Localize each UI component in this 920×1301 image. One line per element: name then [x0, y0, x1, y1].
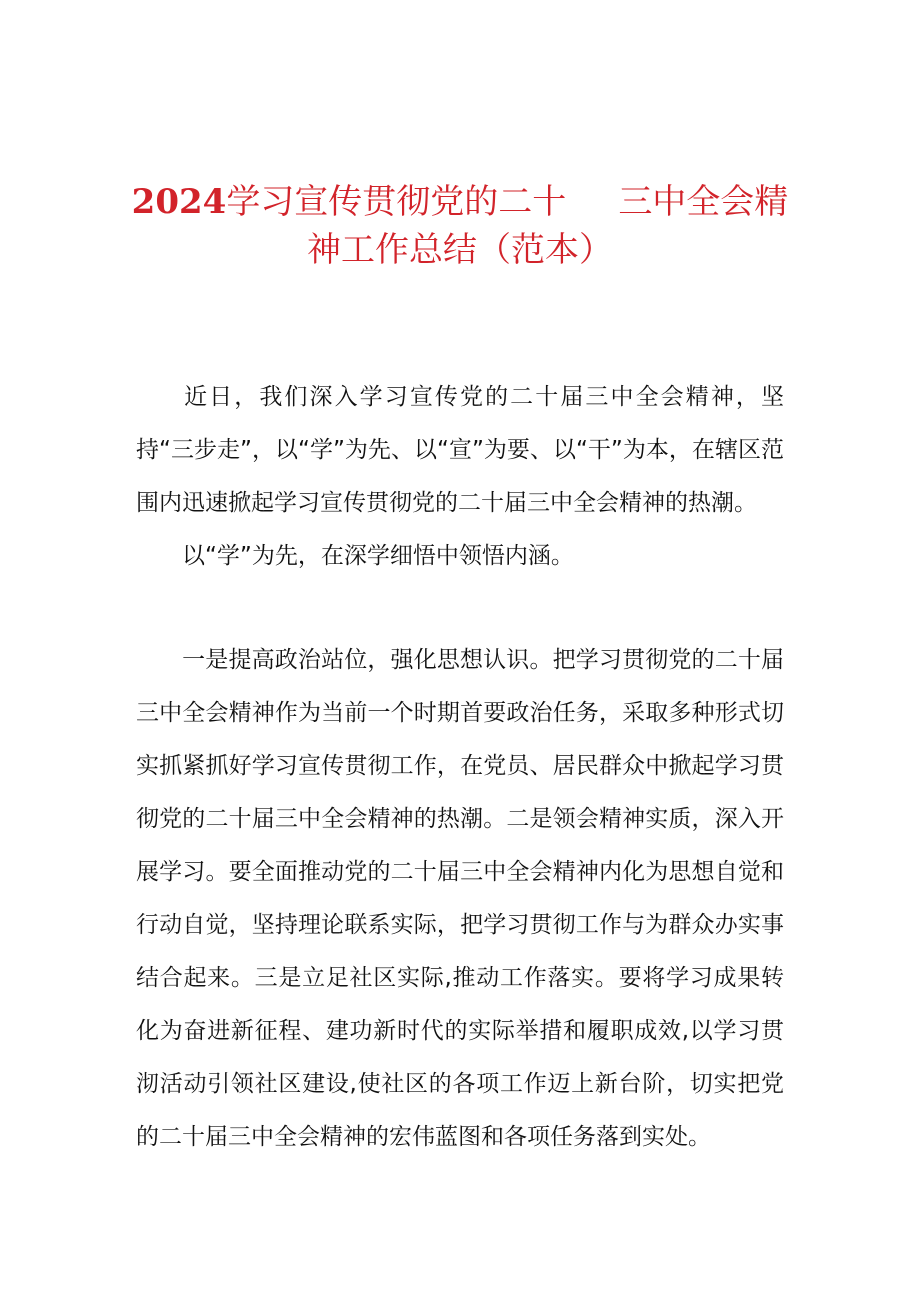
title-line-1-part-1: 学习宣传贯彻党的二十: [226, 181, 567, 222]
title-line-1-part-2: 三中全会精: [618, 181, 789, 222]
document-title: [0, 178, 920, 274]
paragraph-text: 一是提高政治站位，强化思想认识。把学习贯彻党的二十届三中全会精神作为当前一个时期首要政治任务，采取多种形式切实抓紧抓好学习宣传贯彻工作，在党员、居民群众中掀起学习贯彻党的二十届三中全会精神的热潮。二是领会精神实质，深入开展学习。要全面推动党的二十届三中全会精神内化为思想自觉和行动自觉，坚持理论联系实际，把学习贯彻工作与为群众办实事结合起来。三是立足社区实际,推动工作落实。要将学习成果转化为奋进新征程、建功新时代的实际举措和履职成效,以学习贯沏活动引领社区建设,使社区的各项工作迈上新台阶，切实把党的二十届三中全会精神的宏伟蓝图和各项任务落到实处。: [136, 647, 784, 1150]
title-year: 2024: [131, 181, 227, 222]
paragraph-section-heading: [136, 530, 784, 583]
paragraph-text: 以“学”为先，在深学细悟中领悟内涵。: [182, 543, 574, 569]
paragraph-text: 近日，我们深入学习宣传党的二十届三中全会精神，坚持“三步走”，以“学”为先、以“宣”为要、以“干”为本，在辖区范围内迅速掀起学习宣传贯彻党的二十届三中全会精神的热潮。: [136, 384, 784, 516]
title-line-2: 神工作总结（范本）: [307, 229, 613, 270]
paragraph-intro: [136, 371, 784, 530]
paragraph-details: [136, 634, 784, 1164]
title-line-1: [0, 178, 920, 226]
